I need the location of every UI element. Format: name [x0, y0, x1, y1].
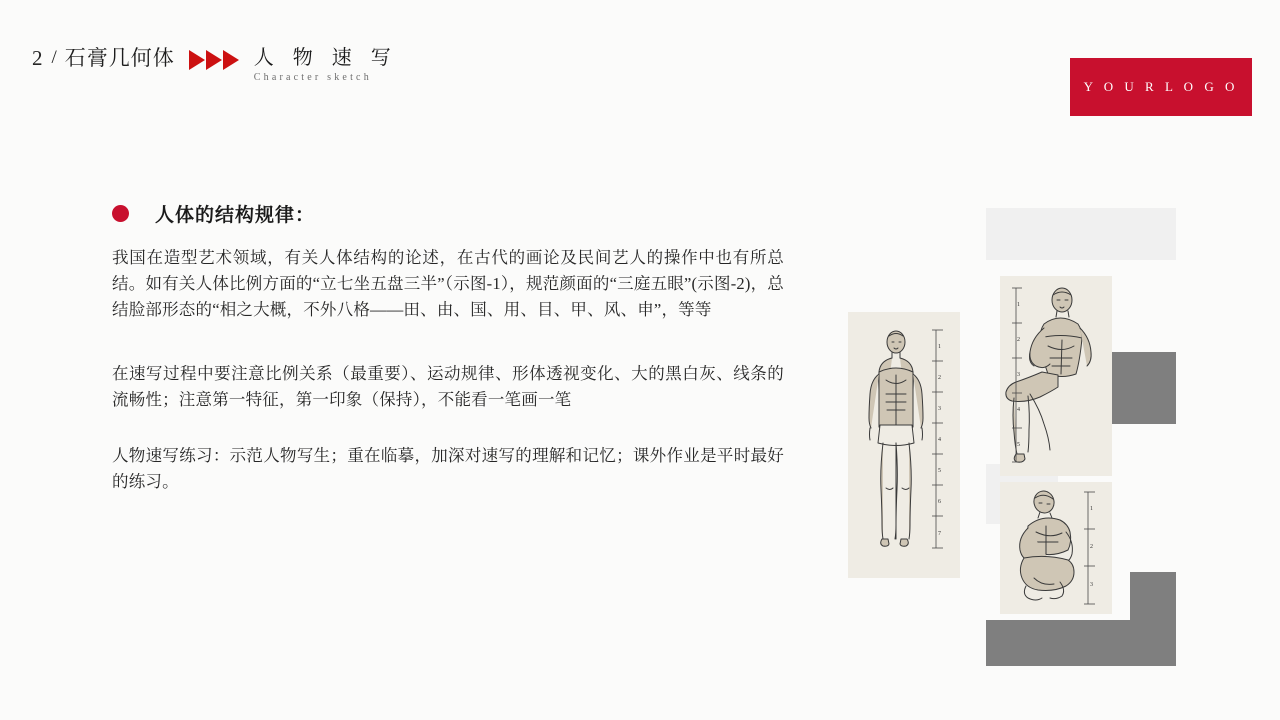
page-number: 2 [32, 46, 44, 70]
svg-text:2: 2 [1017, 337, 1020, 343]
svg-text:1: 1 [1017, 302, 1020, 308]
paragraph-1: 我国在造型艺术领域，有关人体结构的论述，在古代的画论及民间艺人的操作中也有所总结。如有关人体比例方面的“立七坐五盘三半”（示图-1），规范颜面的“三庭五眼”(示图-2)，总结脸部形态的“相之大概，不外八格——田、由、国、用、目、甲、风、申”，等等 [112, 248, 784, 319]
logo [1070, 58, 1252, 116]
decor-block-gray-small [1130, 572, 1176, 620]
section-heading [112, 200, 784, 227]
section-label: 石膏几何体 [64, 46, 175, 70]
svg-text:2: 2 [1090, 544, 1093, 550]
figure-squatting-proportions [1000, 482, 1112, 614]
sitting-figure-illustration [1000, 276, 1112, 476]
page-title-cn: 人 物 速 写 [253, 47, 398, 69]
figure-sitting-proportions [1000, 276, 1112, 476]
bullet-dot-icon [112, 205, 129, 222]
decor-block-gray-right [1110, 352, 1176, 424]
svg-text:6: 6 [938, 499, 941, 505]
decor-block-light-top [986, 208, 1176, 260]
section-heading-text: 人体的结构规律： [155, 205, 316, 226]
svg-text:4: 4 [938, 437, 941, 443]
page-title [254, 44, 398, 85]
header-separator: / [51, 47, 57, 68]
logo-text: Y O U R L O G O [1083, 79, 1239, 94]
svg-text:5: 5 [1017, 442, 1020, 448]
svg-text:7: 7 [938, 531, 941, 537]
svg-text:3: 3 [938, 406, 941, 412]
page-title-en: Character sketch [253, 72, 372, 83]
paragraph-3: 人物速写练习：示范人物写生；重在临摹，加深对速写的理解和记忆；课外作业是平时最好的练习。 [112, 446, 784, 491]
svg-text:1: 1 [1090, 506, 1093, 512]
squatting-figure-illustration [1000, 482, 1112, 614]
standing-figure-illustration [848, 312, 960, 578]
slide-header [32, 44, 398, 85]
svg-text:5: 5 [938, 468, 941, 474]
svg-text:3: 3 [1090, 582, 1093, 588]
svg-text:2: 2 [938, 375, 941, 381]
svg-text:4: 4 [1017, 407, 1020, 413]
svg-text:3: 3 [1017, 372, 1020, 378]
decor-block-gray-bottom [986, 620, 1176, 666]
content-column [112, 200, 784, 495]
svg-text:1: 1 [938, 344, 941, 350]
figure-standing-proportions [848, 312, 960, 578]
triple-arrow-icon [189, 44, 240, 70]
paragraph-2: 在速写过程中要注意比例关系（最重要）、运动规律、形体透视变化、大的黑白灰、线条的流畅性；注意第一特征，第一印象（保持），不能看一笔画一笔 [112, 364, 784, 409]
